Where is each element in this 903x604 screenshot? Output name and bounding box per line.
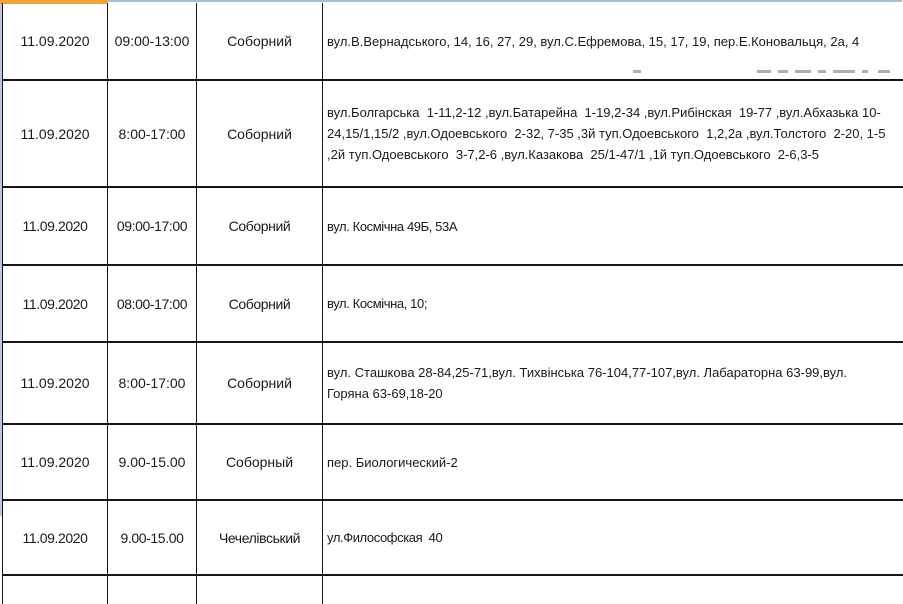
outage-schedule-table	[2, 3, 903, 604]
addresses-cell	[323, 575, 903, 604]
time-cell: 08:00-17:00	[108, 265, 197, 342]
border-artifact	[878, 70, 890, 73]
table-row	[3, 3, 903, 80]
district-cell: Соборний	[197, 187, 323, 265]
time-cell: 9.00-15.00	[108, 500, 197, 575]
date-cell: 11.09.2020	[3, 265, 108, 342]
addresses-cell: вул.Болгарська 1-11,2-12 ,вул.Батарейна 1-19,2-34 ,вул.Рибінская 19-77 ,вул.Абхазька 10-24,15/1,15/2 ,вул.Одоевського 2-32, 7-35 ,3й туп.Одоевського 1,2,2а ,вул.Толстого 2-20, 1-5 ,2й туп.Одоевського 3-7,2-6 ,вул.Казакова 25/1-47/1 ,1й туп.Одоевського 2-6,3-5	[323, 80, 903, 187]
border-artifact	[795, 70, 811, 73]
table-row	[3, 500, 903, 575]
time-cell: 09:00-17:00	[108, 187, 197, 265]
table-row	[3, 342, 903, 424]
addresses-cell: вул. Космічна, 10;	[323, 265, 903, 342]
border-artifact	[818, 70, 826, 73]
time-cell: 9.00-15.00	[108, 424, 197, 500]
addresses-cell: пер. Биологический-2	[323, 424, 903, 500]
border-artifact	[862, 70, 868, 73]
time-cell	[108, 575, 197, 604]
table-row	[3, 265, 903, 342]
date-cell: 11.09.2020	[3, 342, 108, 424]
district-cell: Соборний	[197, 265, 323, 342]
addresses-cell: вул.В.Вернадського, 14, 16, 27, 29, вул.С.Ефремова, 15, 17, 19, пер.Е.Коновальця, 2а, 4	[323, 3, 903, 80]
date-cell: 11.09.2020	[3, 500, 108, 575]
date-cell: 11.09.2020	[3, 424, 108, 500]
district-cell: Соборний	[197, 3, 323, 80]
date-cell: 11.09.2020	[3, 187, 108, 265]
district-cell: Соборний	[197, 342, 323, 424]
table-row	[3, 424, 903, 500]
table-wrapper	[2, 3, 902, 604]
date-cell: 11.09.2020	[3, 3, 108, 80]
addresses-cell: вул. Космічна 49Б, 53А	[323, 187, 903, 265]
time-cell: 8:00-17:00	[108, 80, 197, 187]
district-cell	[197, 575, 323, 604]
district-cell: Соборний	[197, 80, 323, 187]
district-cell: Соборный	[197, 424, 323, 500]
table-row	[3, 187, 903, 265]
top-blue-accent	[107, 0, 902, 2]
border-artifact	[778, 70, 788, 73]
district-cell: Чечелівський	[197, 500, 323, 575]
border-artifact	[833, 70, 855, 73]
time-cell: 8:00-17:00	[108, 342, 197, 424]
date-cell	[3, 575, 108, 604]
addresses-cell: ул.Философская 40	[323, 500, 903, 575]
time-cell: 09:00-13:00	[108, 3, 197, 80]
date-cell: 11.09.2020	[3, 80, 108, 187]
table-row-partial	[3, 575, 903, 604]
table-row	[3, 80, 903, 187]
border-artifact	[757, 70, 771, 73]
border-artifact	[633, 70, 641, 73]
addresses-cell: вул. Сташкова 28-84,25-71,вул. Тихвінська 76-104,77-107,вул. Лабараторна 63-99,вул. Горяна 63-69,18-20	[323, 342, 903, 424]
